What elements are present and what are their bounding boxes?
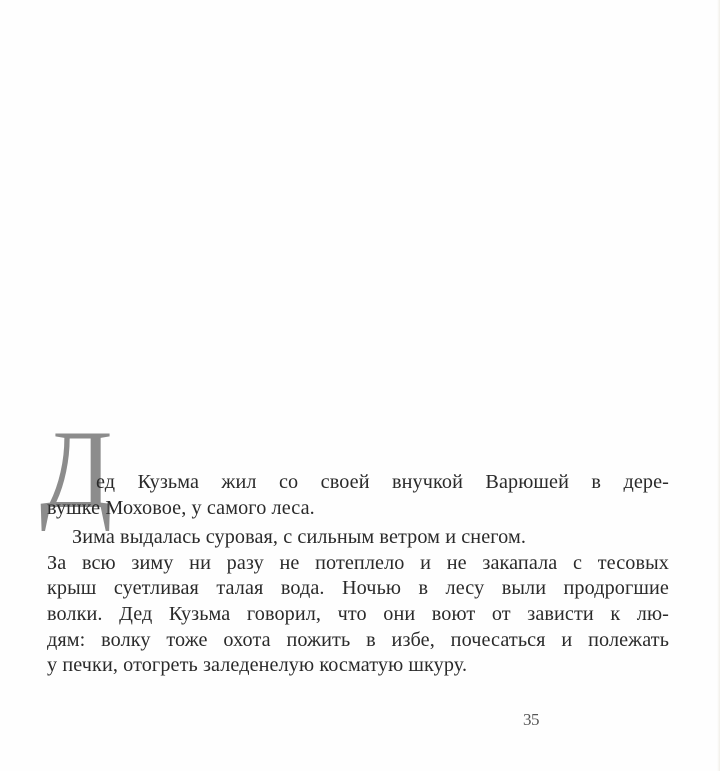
paragraph-2-line-4: волки. Дед Кузьма говорил, что они воют от зависти к лю- — [47, 602, 669, 625]
page-number: 35 — [523, 710, 539, 729]
paragraph-2-line-5: дям: волку тоже охота пожить в избе, почесаться и полежать — [47, 628, 669, 651]
paragraph-2-line-6: у печки, отогреть заледенелую косматую шкуру. — [47, 654, 468, 677]
paragraph-1-line-1: ед Кузьма жил со своей внучкой Варюшей в дере- — [96, 471, 669, 493]
paragraph-1-line-2: вушке Моховое, у самого леса. — [47, 496, 315, 519]
paragraph-2-line-2: За всю зиму ни разу не потеплело и не закапала с тесовых — [47, 551, 669, 574]
story-text — [47, 470, 669, 679]
paragraph-2-line-3: крыш суетливая талая вода. Ночью в лесу выли продрогшие — [47, 577, 669, 600]
drop-cap-letter: Д — [40, 408, 113, 532]
paragraph-2-line-1: Зима выдалась суровая, с сильным ветром и снегом. — [72, 526, 526, 549]
